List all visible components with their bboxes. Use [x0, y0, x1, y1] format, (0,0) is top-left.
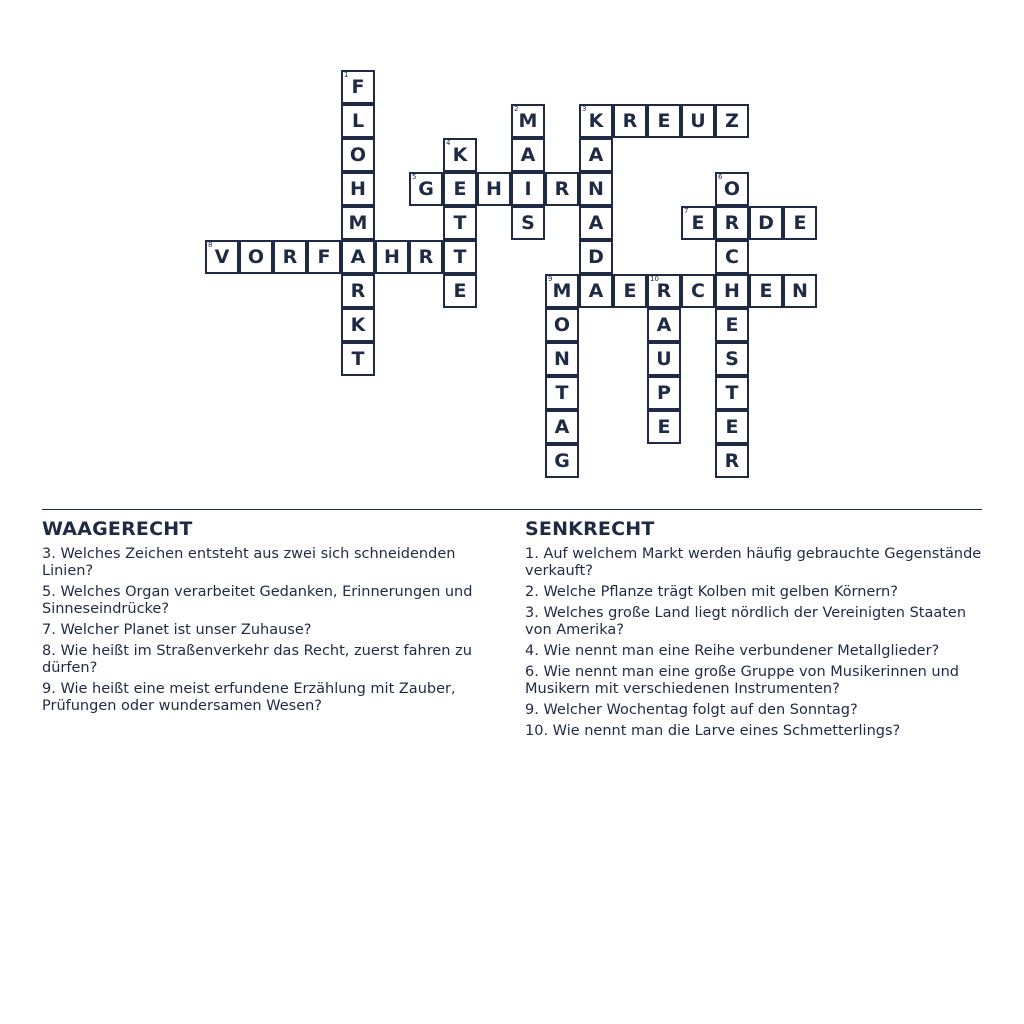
cell-letter: N	[554, 347, 570, 370]
down-clues-column	[525, 518, 985, 744]
grid-cell	[511, 172, 545, 206]
cell-letter: A	[520, 143, 536, 166]
cell-letter: O	[723, 177, 741, 200]
cell-letter: M	[518, 109, 538, 132]
cell-letter: L	[351, 109, 365, 132]
grid-cell	[511, 104, 545, 138]
down-clue-list	[525, 546, 985, 740]
grid-cell	[647, 410, 681, 444]
grid-cell	[579, 274, 613, 308]
cell-letter: T	[555, 381, 569, 404]
grid-cell	[545, 274, 579, 308]
grid-cell	[613, 274, 647, 308]
cell-letter: E	[793, 211, 807, 234]
grid-cell	[443, 240, 477, 274]
divider	[42, 509, 982, 510]
cell-letter: R	[724, 211, 740, 234]
cell-letter: T	[453, 211, 467, 234]
cell-letter: R	[554, 177, 570, 200]
grid-cell	[579, 104, 613, 138]
grid-cell	[715, 308, 749, 342]
grid-cell	[647, 274, 681, 308]
cell-letter: E	[453, 279, 467, 302]
grid-cell	[715, 410, 749, 444]
grid-cell	[783, 206, 817, 240]
grid-cell	[545, 308, 579, 342]
across-heading: WAAGERECHT	[42, 518, 193, 540]
grid-cell	[681, 206, 715, 240]
cell-letter: V	[214, 245, 230, 268]
grid-cell	[443, 274, 477, 308]
cell-letter: F	[317, 245, 331, 268]
clue-item: 3. Welches Zeichen entsteht aus zwei sich schneidenden Linien?	[42, 546, 456, 579]
grid-cell	[715, 240, 749, 274]
clue-number: 9	[548, 275, 553, 283]
cell-letter: U	[656, 347, 672, 370]
cell-letter: O	[247, 245, 265, 268]
grid-cell	[341, 138, 375, 172]
cell-letter: A	[350, 245, 366, 268]
grid-cell	[545, 410, 579, 444]
grid-cell	[715, 172, 749, 206]
cell-letter: P	[657, 381, 671, 404]
cell-letter: A	[588, 211, 604, 234]
grid-cell	[647, 376, 681, 410]
grid-cell	[545, 172, 579, 206]
grid-cell	[409, 172, 443, 206]
grid-cell	[579, 240, 613, 274]
grid-cell	[307, 240, 341, 274]
grid-cell	[579, 172, 613, 206]
cell-letter: A	[588, 143, 604, 166]
grid-cell	[341, 206, 375, 240]
grid-cell	[341, 104, 375, 138]
cell-letter: C	[725, 245, 739, 268]
clue-item: 9. Wie heißt eine meist erfundene Erzählung mit Zauber, Prüfungen oder wundersamen Wesen?	[42, 681, 456, 714]
cell-letter: R	[282, 245, 298, 268]
clue-number: 5	[412, 173, 417, 181]
clue-number: 4	[446, 139, 451, 147]
clue-number: 7	[684, 207, 689, 215]
clue-number: 3	[582, 105, 587, 113]
grid-cell	[647, 308, 681, 342]
grid-cell	[715, 376, 749, 410]
cell-letter: E	[725, 415, 739, 438]
grid-cell	[613, 104, 647, 138]
clue-item: 3. Welches große Land liegt nördlich der Vereinigten Staaten von Amerika?	[525, 605, 967, 638]
clue-number: 10	[650, 275, 659, 283]
cell-letter: K	[588, 109, 604, 132]
cell-letter: O	[349, 143, 367, 166]
cell-letter: S	[725, 347, 739, 370]
grid-cell	[443, 138, 477, 172]
cell-letter: C	[691, 279, 705, 302]
cell-letter: K	[452, 143, 468, 166]
cell-letter: F	[351, 75, 365, 98]
grid-cell	[205, 240, 239, 274]
cell-letter: E	[453, 177, 467, 200]
cell-letter: T	[453, 245, 467, 268]
grid-cell	[545, 444, 579, 478]
clue-number: 1	[344, 71, 349, 79]
grid-cell	[341, 342, 375, 376]
clue-item: 7. Welcher Planet ist unser Zuhause?	[42, 622, 312, 638]
cell-letter: D	[588, 245, 604, 268]
cell-letter: H	[486, 177, 502, 200]
grid-cell	[715, 274, 749, 308]
cell-letter: H	[350, 177, 366, 200]
grid-cell	[341, 240, 375, 274]
cell-letter: H	[724, 279, 740, 302]
clue-item: 8. Wie heißt im Straßenverkehr das Recht, zuerst fahren zu dürfen?	[42, 643, 472, 676]
cell-letter: I	[524, 177, 532, 200]
across-clues-column	[42, 518, 504, 719]
clue-number: 2	[514, 105, 519, 113]
grid-cell	[715, 206, 749, 240]
cell-letter: S	[521, 211, 535, 234]
grid-cell	[715, 444, 749, 478]
grid-cell	[341, 172, 375, 206]
clue-number: 8	[208, 241, 213, 249]
clue-item: 9. Welcher Wochentag folgt auf den Sonntag?	[525, 702, 858, 718]
grid-cell	[443, 206, 477, 240]
cell-letter: D	[758, 211, 774, 234]
crossword-grid	[0, 0, 1024, 500]
grid-cell	[341, 274, 375, 308]
grid-cell	[681, 104, 715, 138]
grid-cell	[375, 240, 409, 274]
cell-letter: M	[348, 211, 368, 234]
across-clue-list	[42, 546, 504, 715]
cell-letter: E	[725, 313, 739, 336]
down-heading: SENKRECHT	[525, 518, 655, 540]
grid-cell	[715, 104, 749, 138]
grid-cell	[477, 172, 511, 206]
grid-cell	[579, 206, 613, 240]
cell-letter: T	[725, 381, 739, 404]
cell-letter: M	[552, 279, 572, 302]
cell-letter: E	[623, 279, 637, 302]
grid-cell	[511, 206, 545, 240]
grid-cell	[545, 342, 579, 376]
clue-number: 6	[718, 173, 723, 181]
clue-item: 5. Welches Organ verarbeitet Gedanken, Erinnerungen und Sinneseindrücke?	[42, 584, 473, 617]
clue-item: 4. Wie nennt man eine Reihe verbundener Metallglieder?	[525, 643, 940, 659]
cell-letter: Z	[725, 109, 739, 132]
cell-letter: R	[350, 279, 366, 302]
cell-letter: U	[690, 109, 706, 132]
clue-item: 1. Auf welchem Markt werden häufig gebrauchte Gegenstände verkauft?	[525, 546, 982, 579]
grid-cell	[647, 104, 681, 138]
cell-letter: A	[554, 415, 570, 438]
grid-cell	[409, 240, 443, 274]
grid-cell	[681, 274, 715, 308]
clue-item: 6. Wie nennt man eine große Gruppe von Musikerinnen und Musikern mit verschiedenen Instrumenten?	[525, 664, 960, 697]
grid-cell	[579, 138, 613, 172]
grid-cell	[545, 376, 579, 410]
grid-cell	[749, 274, 783, 308]
cell-letter: G	[418, 177, 434, 200]
cell-letter: R	[656, 279, 672, 302]
cell-letter: A	[588, 279, 604, 302]
clue-item: 2. Welche Pflanze trägt Kolben mit gelben Körnern?	[525, 584, 898, 600]
grid-cell	[749, 206, 783, 240]
cell-letter: R	[622, 109, 638, 132]
grid-cell	[443, 172, 477, 206]
grid-cell	[511, 138, 545, 172]
cell-letter: E	[691, 211, 705, 234]
grid-cell	[647, 342, 681, 376]
cell-letter: E	[657, 109, 671, 132]
cell-letter: K	[350, 313, 366, 336]
cell-letter: O	[553, 313, 571, 336]
cell-letter: A	[656, 313, 672, 336]
grid-cell	[783, 274, 817, 308]
clue-item: 10. Wie nennt man die Larve eines Schmetterlings?	[525, 723, 901, 739]
cell-letter: H	[384, 245, 400, 268]
grid-cell	[341, 308, 375, 342]
cell-letter: T	[351, 347, 365, 370]
cell-letter: N	[792, 279, 808, 302]
cell-letter: E	[657, 415, 671, 438]
cell-letter: N	[588, 177, 604, 200]
cell-letter: R	[418, 245, 434, 268]
grid-cell	[341, 70, 375, 104]
grid-cell	[239, 240, 273, 274]
grid-cell	[273, 240, 307, 274]
grid-cell	[715, 342, 749, 376]
cell-letter: G	[554, 449, 570, 472]
cell-letter: R	[724, 449, 740, 472]
cell-letter: E	[759, 279, 773, 302]
